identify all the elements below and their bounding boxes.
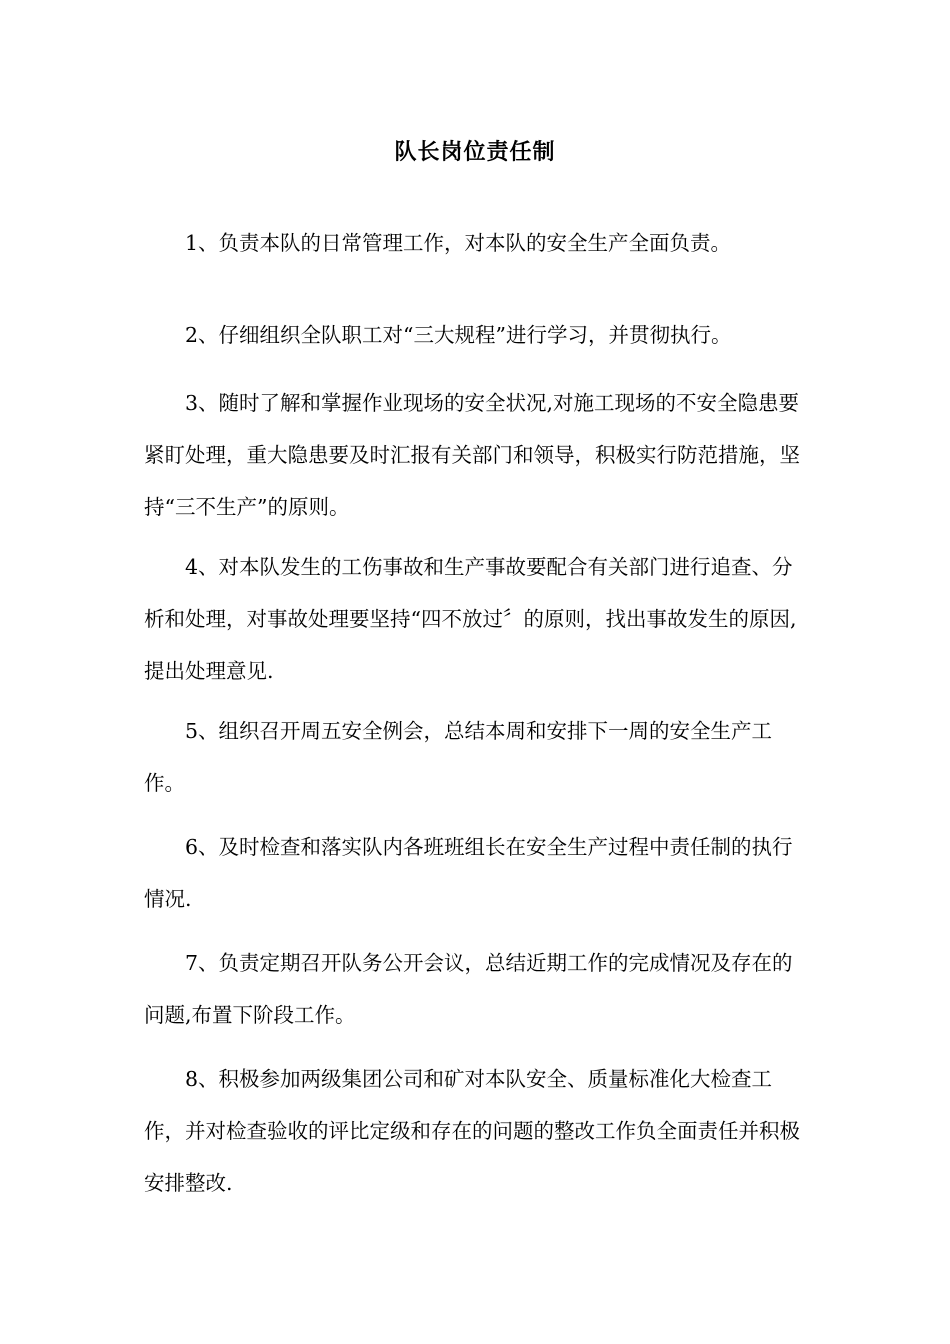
paragraph-3: 3、随时了解和掌握作业现场的安全状况,对施工现场的不安全隐患要紧盯处理，重大隐患要及时汇报有关部门和领导，积极实行防范措施，坚持“三不生产”的原则。: [144, 391, 800, 519]
paragraph-6: 6、及时检查和落实队内各班班组长在安全生产过程中责任制的执行情况.: [144, 835, 793, 911]
paragraph-4: 4、对本队发生的工伤事故和生产事故要配合有关部门进行追查、分析和处理，对事故处理要坚持“四不放过〞的原则，找出事故发生的原因,提出处理意见.: [144, 555, 797, 683]
paragraph-2: 2、仔细组织全队职工对“三大规程”进行学习，并贯彻执行。: [185, 323, 732, 347]
paragraph-5: 5、组织召开周五安全例会，总结本周和安排下一周的安全生产工作。: [144, 719, 773, 795]
paragraph-8: 8、积极参加两级集团公司和矿对本队安全、质量标准化大检查工作，并对检查验收的评比定级和存在的问题的整改工作负全面责任并积极安排整改.: [144, 1067, 800, 1195]
document-title: 队长岗位责任制: [394, 139, 556, 165]
paragraph-1: 1、负责本队的日常管理工作，对本队的安全生产全面负责。: [185, 231, 732, 255]
paragraph-7: 7、负责定期召开队务公开会议，总结近期工作的完成情况及存在的问题,布置下阶段工作。: [144, 951, 793, 1027]
